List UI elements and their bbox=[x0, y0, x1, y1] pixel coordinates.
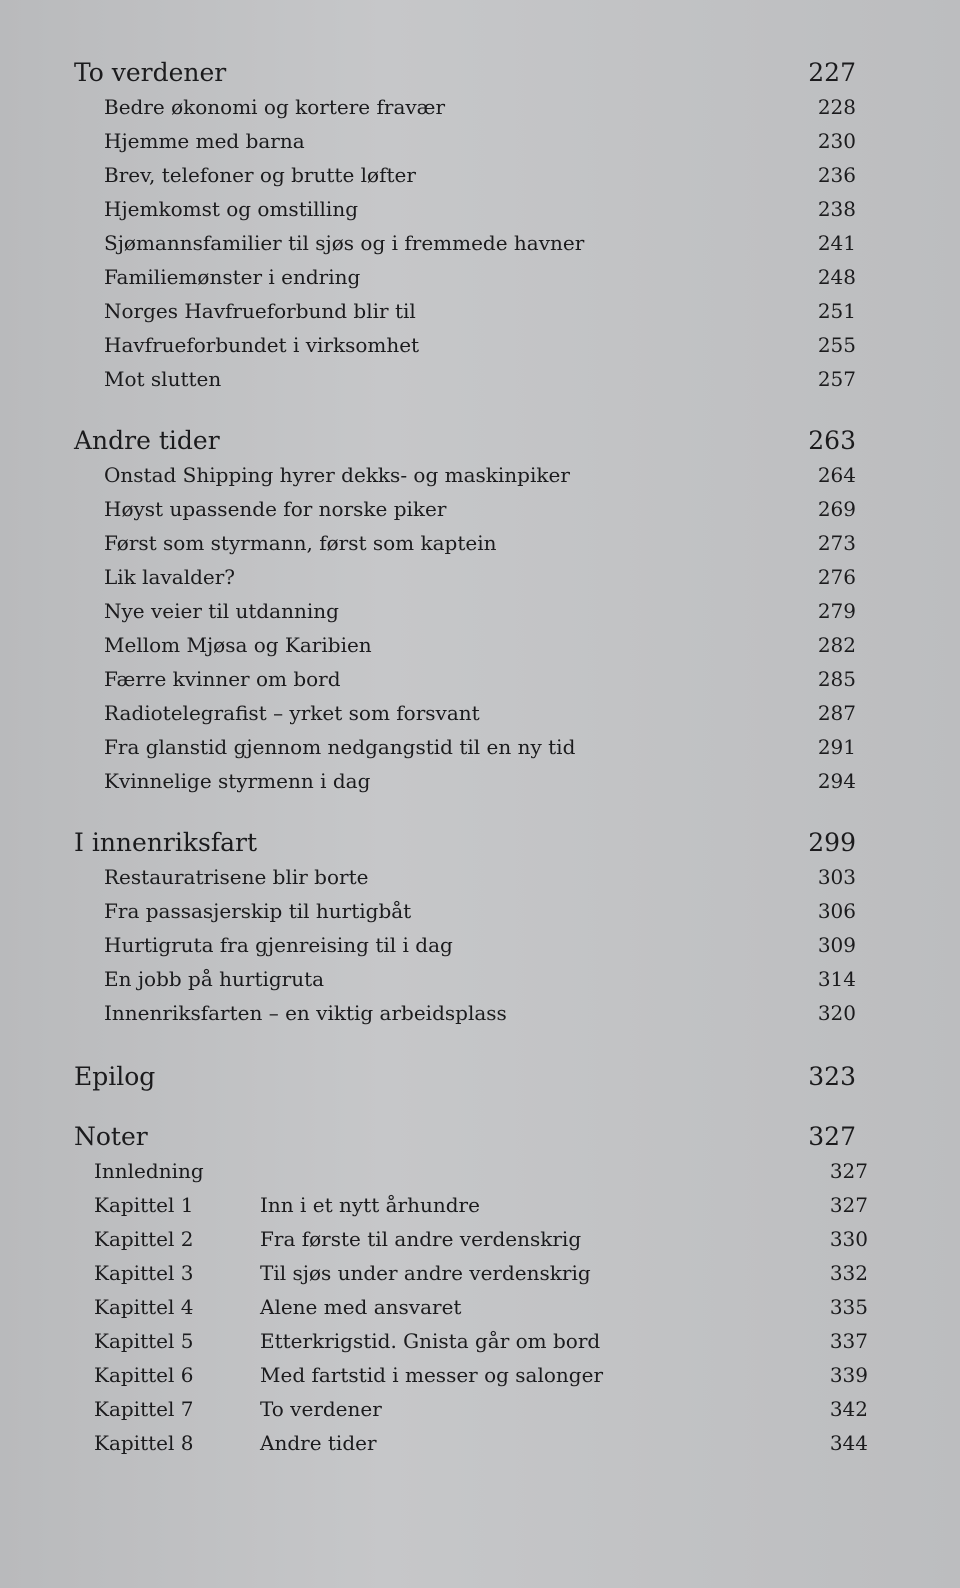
toc-entry bbox=[0, 860, 960, 894]
entry-title: Innenriksfarten – en viktig arbeidsplass bbox=[104, 1001, 507, 1025]
chapter-label: Kapittel 8 bbox=[94, 1431, 194, 1455]
toc-entry bbox=[0, 764, 960, 798]
entry-title: Først som styrmann, først som kaptein bbox=[104, 531, 497, 555]
entry-page-number: 241 bbox=[817, 231, 856, 255]
toc-chapter-heading bbox=[0, 56, 960, 90]
toc-section-noter bbox=[0, 1120, 960, 1460]
entry-title: Med fartstid i messer og salonger bbox=[260, 1363, 603, 1387]
entry-page-number: 228 bbox=[817, 95, 856, 119]
entry-page-number: 294 bbox=[817, 769, 856, 793]
entry-page-number: 303 bbox=[817, 865, 856, 889]
toc-section-innenriksfart bbox=[0, 826, 960, 1030]
entry-page-number: 236 bbox=[817, 163, 856, 187]
toc-chapter-heading bbox=[0, 826, 960, 860]
entry-title: Høyst upassende for norske piker bbox=[104, 497, 447, 521]
chapter-page-number: 227 bbox=[808, 58, 856, 87]
toc-chapter-heading bbox=[0, 1060, 960, 1094]
entry-title: Familiemønster i endring bbox=[104, 265, 361, 289]
entry-page-number: 335 bbox=[829, 1295, 868, 1319]
entry-page-number: 269 bbox=[817, 497, 856, 521]
entry-title: Kvinnelige styrmenn i dag bbox=[104, 769, 371, 793]
entry-title: Radiotelegrafist – yrket som forsvant bbox=[104, 701, 480, 725]
entry-title: Bedre økonomi og kortere fravær bbox=[104, 95, 446, 119]
entry-title: Hjemme med barna bbox=[104, 129, 305, 153]
toc-entry bbox=[0, 124, 960, 158]
toc-chapter-heading bbox=[0, 424, 960, 458]
entry-title: Sjømannsfamilier til sjøs og i fremmede havner bbox=[104, 231, 585, 255]
toc-entry bbox=[0, 962, 960, 996]
entry-page-number: 230 bbox=[817, 129, 856, 153]
entry-page-number: 330 bbox=[829, 1227, 868, 1251]
entry-title: Nye veier til utdanning bbox=[104, 599, 339, 623]
entry-page-number: 257 bbox=[817, 367, 856, 391]
entry-page-number: 327 bbox=[829, 1193, 868, 1217]
toc-entry bbox=[0, 730, 960, 764]
chapter-page-number: 323 bbox=[808, 1062, 856, 1091]
entry-page-number: 238 bbox=[817, 197, 856, 221]
entry-title: Onstad Shipping hyrer dekks- og maskinpiker bbox=[104, 463, 570, 487]
chapter-title: Epilog bbox=[74, 1062, 156, 1091]
entry-page-number: 337 bbox=[829, 1329, 868, 1353]
entry-page-number: 273 bbox=[817, 531, 856, 555]
toc-entry bbox=[0, 260, 960, 294]
entry-page-number: 314 bbox=[817, 967, 856, 991]
toc-entry bbox=[0, 996, 960, 1030]
toc-chapter-heading bbox=[0, 1120, 960, 1154]
toc-section-epilog bbox=[0, 1060, 960, 1094]
toc-entry bbox=[0, 226, 960, 260]
chapter-label: Kapittel 1 bbox=[94, 1193, 194, 1217]
entry-page-number: 306 bbox=[817, 899, 856, 923]
entry-title: Hjemkomst og omstilling bbox=[104, 197, 359, 221]
chapter-label: Kapittel 2 bbox=[94, 1227, 194, 1251]
chapter-label: Kapittel 4 bbox=[94, 1295, 194, 1319]
entry-title: Andre tider bbox=[260, 1431, 377, 1455]
toc-entry bbox=[0, 894, 960, 928]
notes-chapter-entry bbox=[0, 1392, 960, 1426]
chapter-label: Kapittel 3 bbox=[94, 1261, 194, 1285]
entry-title: En jobb på hurtigruta bbox=[104, 967, 325, 991]
entry-title: Lik lavalder? bbox=[104, 565, 236, 589]
entry-title: To verdener bbox=[260, 1397, 382, 1421]
toc-entry bbox=[0, 560, 960, 594]
entry-page-number: 309 bbox=[817, 933, 856, 957]
toc-entry bbox=[0, 158, 960, 192]
toc-entry bbox=[0, 362, 960, 396]
chapter-label: Kapittel 7 bbox=[94, 1397, 194, 1421]
entry-title: Færre kvinner om bord bbox=[104, 667, 341, 691]
toc-entry bbox=[0, 328, 960, 362]
entry-page-number: 344 bbox=[829, 1431, 868, 1455]
toc-entry bbox=[0, 928, 960, 962]
toc-section-andre-tider bbox=[0, 424, 960, 798]
entry-title: Etterkrigstid. Gnista går om bord bbox=[260, 1329, 601, 1353]
entry-title: Restauratrisene blir borte bbox=[104, 865, 369, 889]
toc-entry bbox=[0, 192, 960, 226]
toc-entry bbox=[0, 662, 960, 696]
toc-entry bbox=[0, 628, 960, 662]
entry-title: Til sjøs under andre verdenskrig bbox=[260, 1261, 591, 1285]
entry-title: Brev, telefoner og brutte løfter bbox=[104, 163, 416, 187]
chapter-label: Kapittel 5 bbox=[94, 1329, 194, 1353]
toc-entry bbox=[0, 90, 960, 124]
entry-page-number: 279 bbox=[817, 599, 856, 623]
entry-page-number: 287 bbox=[817, 701, 856, 725]
entry-title: Mellom Mjøsa og Karibien bbox=[104, 633, 372, 657]
entry-page-number: 327 bbox=[829, 1159, 868, 1183]
notes-chapter-entry bbox=[0, 1426, 960, 1460]
chapter-page-number: 299 bbox=[808, 828, 856, 857]
entry-page-number: 291 bbox=[817, 735, 856, 759]
entry-title: Fra passasjerskip til hurtigbåt bbox=[104, 899, 412, 923]
entry-page-number: 276 bbox=[817, 565, 856, 589]
chapter-page-number: 327 bbox=[808, 1122, 856, 1151]
notes-chapter-entry bbox=[0, 1256, 960, 1290]
entry-page-number: 282 bbox=[817, 633, 856, 657]
entry-title: Fra glanstid gjennom nedgangstid til en ny tid bbox=[104, 735, 576, 759]
notes-chapter-entry bbox=[0, 1222, 960, 1256]
notes-chapter-entry bbox=[0, 1324, 960, 1358]
toc-entry bbox=[0, 458, 960, 492]
entry-title: Mot slutten bbox=[104, 367, 222, 391]
entry-page-number: 320 bbox=[817, 1001, 856, 1025]
entry-title: Fra første til andre verdenskrig bbox=[260, 1227, 582, 1251]
entry-page-number: 339 bbox=[829, 1363, 868, 1387]
entry-title: Havfrueforbundet i virksomhet bbox=[104, 333, 420, 357]
entry-page-number: 248 bbox=[817, 265, 856, 289]
entry-title: Norges Havfrueforbund blir til bbox=[104, 299, 416, 323]
toc-entry bbox=[0, 526, 960, 560]
notes-chapter-entry bbox=[0, 1188, 960, 1222]
chapter-title: Noter bbox=[74, 1122, 148, 1151]
entry-title: Inn i et nytt århundre bbox=[260, 1193, 480, 1217]
notes-intro-entry bbox=[0, 1154, 960, 1188]
entry-page-number: 285 bbox=[817, 667, 856, 691]
entry-title: Hurtigruta fra gjenreising til i dag bbox=[104, 933, 453, 957]
chapter-title: To verdener bbox=[74, 58, 227, 87]
entry-page-number: 251 bbox=[817, 299, 856, 323]
chapter-title: Andre tider bbox=[74, 426, 220, 455]
chapter-title: I innenriksfart bbox=[74, 828, 257, 857]
entry-page-number: 255 bbox=[817, 333, 856, 357]
notes-chapter-entry bbox=[0, 1290, 960, 1324]
entry-page-number: 264 bbox=[817, 463, 856, 487]
toc-entry bbox=[0, 696, 960, 730]
toc-entry bbox=[0, 594, 960, 628]
entry-title: Innledning bbox=[94, 1159, 204, 1183]
chapter-page-number: 263 bbox=[808, 426, 856, 455]
entry-title: Alene med ansvaret bbox=[260, 1295, 462, 1319]
toc-entry bbox=[0, 492, 960, 526]
chapter-label: Kapittel 6 bbox=[94, 1363, 194, 1387]
toc-section-to-verdener bbox=[0, 56, 960, 396]
toc-entry bbox=[0, 294, 960, 328]
entry-page-number: 342 bbox=[829, 1397, 868, 1421]
entry-page-number: 332 bbox=[829, 1261, 868, 1285]
notes-chapter-entry bbox=[0, 1358, 960, 1392]
